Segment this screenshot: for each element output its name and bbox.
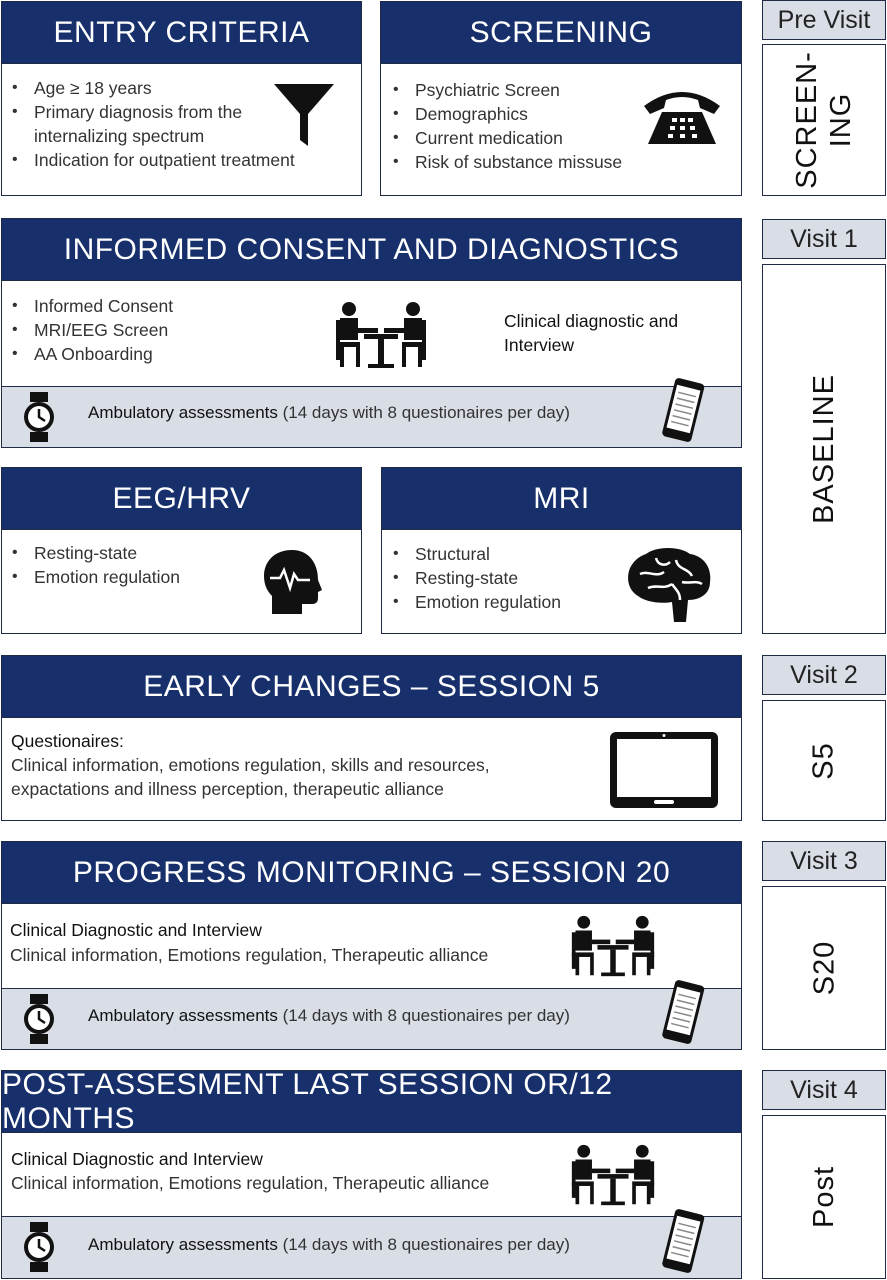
list-item: • MRI/EEG Screen (12, 318, 262, 342)
screening-list (393, 78, 633, 174)
list-item: • Emotion regulation (393, 590, 613, 614)
phase-s20 (762, 886, 886, 1050)
progress-body: Clinical information, Emotions regulation, Therapeutic alliance (10, 945, 489, 965)
visit-label-pre: Pre Visit (762, 0, 886, 40)
list-item: • Demographics (393, 102, 633, 126)
tablet-icon (608, 730, 720, 810)
phase-screening (762, 44, 886, 196)
brain-icon (626, 548, 712, 624)
progress-title: PROGRESS MONITORING – SESSION 20 (1, 841, 742, 904)
progress-heading: Clinical Diagnostic and Interview (10, 920, 262, 940)
consent-aa-text (88, 403, 570, 423)
visit-label-1: Visit 1 (762, 219, 886, 259)
interview-icon (568, 1143, 658, 1207)
post-aa-text (88, 1235, 570, 1255)
funnel-icon (272, 82, 336, 148)
watch-icon (22, 392, 56, 442)
list-item: • Resting-state (12, 541, 232, 565)
watch-icon (22, 994, 56, 1044)
list-item: • AA Onboarding (12, 342, 262, 366)
aa-lead: Ambulatory assessments (88, 1006, 278, 1025)
phase-s5-label: S5 (807, 741, 840, 780)
aa-detail: (14 days with 8 questionaires per day) (282, 1235, 570, 1254)
watch-icon (22, 1222, 56, 1272)
list-item: • Current medication (393, 126, 633, 150)
consent-list (12, 294, 262, 366)
post-body: Clinical information, Emotions regulation, Therapeutic alliance (11, 1173, 490, 1193)
aa-lead: Ambulatory assessments (88, 403, 278, 422)
consent-side-text: Clinical diagnostic and Interview (504, 311, 679, 355)
entry-criteria-title: ENTRY CRITERIA (1, 1, 362, 64)
entry-criteria-list (12, 76, 295, 172)
aa-detail: (14 days with 8 questionaires per day) (282, 403, 570, 422)
phase-screening-label (790, 51, 858, 189)
list-item: • Age ≥ 18 years (12, 76, 262, 100)
telephone-icon (640, 84, 724, 148)
eeg-title: EEG/HRV (1, 467, 362, 530)
list-item: • Informed Consent (12, 294, 262, 318)
list-item: • Emotion regulation (12, 565, 232, 589)
early-title: EARLY CHANGES – SESSION 5 (1, 655, 742, 718)
list-item: • Psychiatric Screen (393, 78, 633, 102)
consent-title: INFORMED CONSENT AND DIAGNOSTICS (1, 218, 742, 281)
mri-title: MRI (381, 467, 742, 530)
phase-s20-label: S20 (807, 940, 840, 996)
smartphone-icon (656, 978, 710, 1048)
interview-icon (568, 914, 658, 978)
screening-title: SCREENING (380, 1, 742, 64)
list-item: • Resting-state (393, 566, 613, 590)
phase-screening-line2: ING (825, 92, 858, 148)
phase-screening-line1: SCREEN- (791, 51, 824, 189)
list-item: • Risk of substance missuse (393, 150, 633, 174)
smartphone-icon (656, 1207, 710, 1277)
eeg-list (12, 541, 232, 589)
post-title: POST-ASSESMENT LAST SESSION OR/12 MONTHS (1, 1070, 742, 1133)
phase-post (762, 1115, 886, 1279)
phase-baseline (762, 264, 886, 634)
phase-baseline-label: BASELINE (808, 374, 840, 524)
visit-label-4: Visit 4 (762, 1070, 886, 1110)
list-item: • Indication for outpatient treatment (12, 148, 344, 172)
post-heading: Clinical Diagnostic and Interview (11, 1149, 263, 1169)
smartphone-icon (656, 376, 710, 446)
visit-label-3: Visit 3 (762, 841, 886, 881)
interview-icon (332, 300, 430, 370)
phase-s5 (762, 700, 886, 821)
phase-post-label: Post (808, 1165, 840, 1229)
visit-label-2: Visit 2 (762, 655, 886, 695)
list-item: • Primary diagnosis from the internalizing spectrum (12, 100, 262, 148)
progress-aa-text (88, 1006, 570, 1026)
head-pulse-icon (262, 548, 324, 616)
aa-lead: Ambulatory assessments (88, 1235, 278, 1254)
early-body: Clinical information, emotions regulation, skills and resources, expactations and illness perception, therapeutic alliance (11, 755, 490, 799)
mri-list (393, 542, 613, 614)
list-item: • Structural (393, 542, 613, 566)
early-heading: Questionaires: (11, 731, 124, 751)
aa-detail: (14 days with 8 questionaires per day) (282, 1006, 570, 1025)
